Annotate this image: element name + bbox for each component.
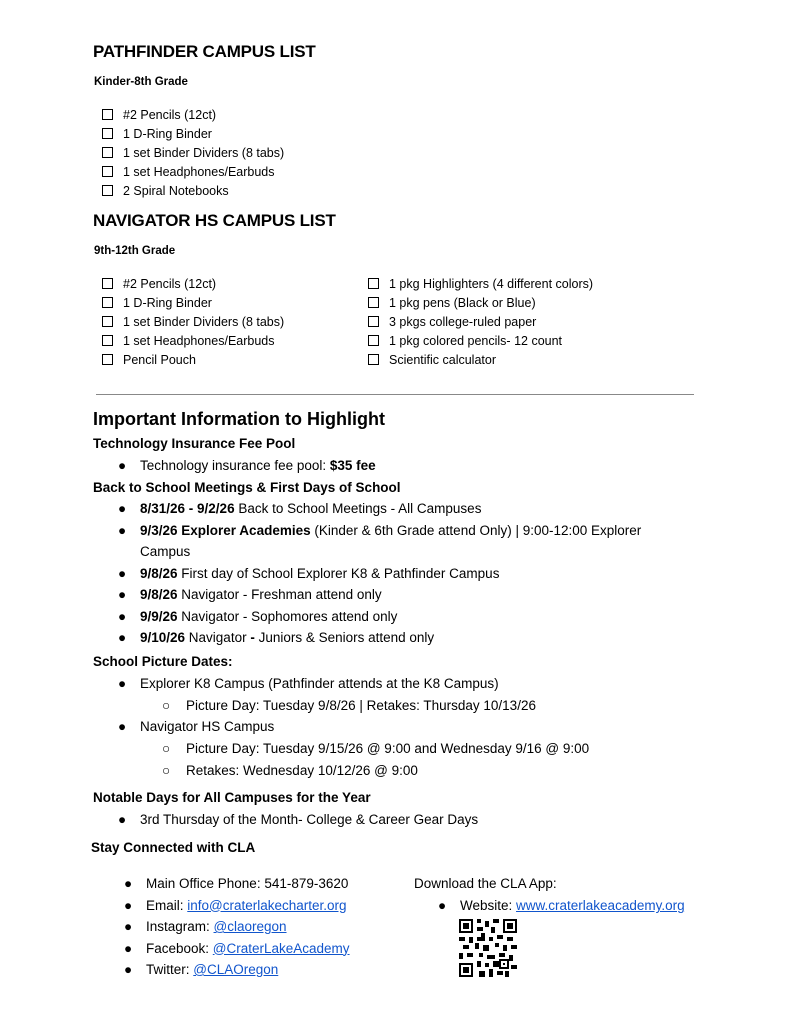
checklist-item[interactable]: Pencil Pouch (102, 350, 284, 369)
checklist-item[interactable]: 3 pkgs college-ruled paper (368, 312, 593, 331)
horizontal-divider (96, 394, 694, 395)
picture-subitem: ○ Picture Day: Tuesday 9/15/26 @ 9:00 and Wednesday 9/16 @ 9:00 (162, 741, 590, 756)
pathfinder-checklist (102, 105, 284, 200)
checkbox-icon[interactable] (368, 297, 379, 308)
facebook-link[interactable]: @CraterLakeAcademy (212, 940, 350, 956)
picture-subitem: ○ Picture Day: Tuesday 9/8/26 | Retakes: Thursday 10/13/26 (162, 698, 536, 713)
checklist-item[interactable]: 1 D-Ring Binder (102, 124, 284, 143)
checklist-item[interactable]: #2 Pencils (12ct) (102, 274, 284, 293)
connect-heading: Stay Connected with CLA (91, 840, 256, 855)
checkbox-icon[interactable] (102, 335, 113, 346)
checklist-item[interactable]: 1 pkg pens (Black or Blue) (368, 293, 593, 312)
contact-list (124, 873, 350, 981)
navigator-grade: 9th-12th Grade (94, 245, 176, 257)
checkbox-icon[interactable] (102, 109, 113, 120)
picture-item: ● Navigator HS Campus (118, 719, 275, 734)
checklist-item[interactable]: 2 Spiral Notebooks (102, 181, 284, 200)
checkbox-icon[interactable] (102, 316, 113, 327)
checklist-item[interactable]: #2 Pencils (12ct) (102, 105, 284, 124)
website-item: ● Website: www.craterlakeacademy.org (438, 898, 685, 913)
picture-subitem: ○ Retakes: Wednesday 10/12/26 @ 9:00 (162, 763, 418, 778)
contact-instagram: ● Instagram: @claoregon (124, 919, 287, 934)
contact-twitter: ● Twitter: @CLAOregon (124, 962, 279, 977)
checklist-item[interactable]: 1 D-Ring Binder (102, 293, 284, 312)
checkbox-icon[interactable] (368, 354, 379, 365)
checkbox-icon[interactable] (368, 335, 379, 346)
email-link[interactable]: info@craterlakecharter.org (187, 897, 347, 913)
checklist-item[interactable]: 1 set Headphones/Earbuds (102, 162, 284, 181)
checkbox-icon[interactable] (368, 316, 379, 327)
info-title: Important Information to Highlight (93, 409, 385, 429)
meetings-list (118, 498, 641, 649)
pathfinder-grade: Kinder-8th Grade (94, 76, 188, 88)
navigator-checklist-left (102, 274, 284, 369)
checklist-item[interactable]: Scientific calculator (368, 350, 593, 369)
list-item: ● 9/8/26 First day of School Explorer K8 & Pathfinder Campus (118, 565, 500, 581)
checkbox-icon[interactable] (102, 128, 113, 139)
meetings-heading: Back to School Meetings & First Days of School (93, 480, 401, 495)
navigator-checklist-right (368, 274, 593, 369)
list-item: ● 9/9/26 Navigator - Sophomores attend only (118, 608, 398, 624)
checkbox-icon[interactable] (102, 147, 113, 158)
instagram-link[interactable]: @claoregon (213, 919, 287, 934)
list-item: ● 9/10/26 Navigator - Juniors & Seniors attend only (118, 630, 435, 645)
checklist-item[interactable]: 1 set Binder Dividers (8 tabs) (102, 143, 284, 162)
list-item: ● 9/3/26 Explorer Academies (Kinder & 6th Grade attend Only) | 9:00-12:00 Explorer (118, 522, 642, 538)
contact-facebook: ● Facebook: @CraterLakeAcademy (124, 940, 350, 956)
tech-item: ● Technology insurance fee pool: $35 fee (118, 458, 376, 473)
pathfinder-title: PATHFINDER CAMPUS LIST (93, 42, 316, 61)
picture-item: ● Explorer K8 Campus (Pathfinder attends at the K8 Campus) (118, 676, 499, 691)
checklist-item[interactable]: 1 set Headphones/Earbuds (102, 331, 284, 350)
qr-code-icon[interactable] (459, 919, 517, 977)
list-item: ● 9/8/26 Navigator - Freshman attend only (118, 587, 382, 602)
list-item: ● 8/31/26 - 9/2/26 Back to School Meetings - All Campuses (118, 501, 482, 516)
checkbox-icon[interactable] (102, 166, 113, 177)
picture-heading: School Picture Dates: (93, 654, 233, 669)
twitter-link[interactable]: @CLAOregon (193, 962, 279, 977)
checklist-item[interactable]: 1 pkg Highlighters (4 different colors) (368, 274, 593, 293)
contact-phone: ● Main Office Phone: 541-879-3620 (124, 876, 349, 891)
notable-heading: Notable Days for All Campuses for the Year (93, 790, 371, 805)
checkbox-icon[interactable] (102, 297, 113, 308)
checkbox-icon[interactable] (102, 185, 113, 196)
checkbox-icon[interactable] (102, 278, 113, 289)
contact-email: ● Email: info@craterlakecharter.org (124, 897, 347, 913)
app-heading: Download the CLA App: (414, 876, 557, 891)
checklist-item[interactable]: 1 set Binder Dividers (8 tabs) (102, 312, 284, 331)
checkbox-icon[interactable] (102, 354, 113, 365)
checklist-item[interactable]: 1 pkg colored pencils- 12 count (368, 331, 593, 350)
list-item-continuation: Campus (140, 544, 191, 559)
notable-item: ● 3rd Thursday of the Month- College & Career Gear Days (118, 812, 479, 827)
navigator-title: NAVIGATOR HS CAMPUS LIST (93, 211, 336, 230)
tech-heading: Technology Insurance Fee Pool (93, 436, 296, 451)
website-link[interactable]: www.craterlakeacademy.org (516, 898, 685, 913)
checkbox-icon[interactable] (368, 278, 379, 289)
